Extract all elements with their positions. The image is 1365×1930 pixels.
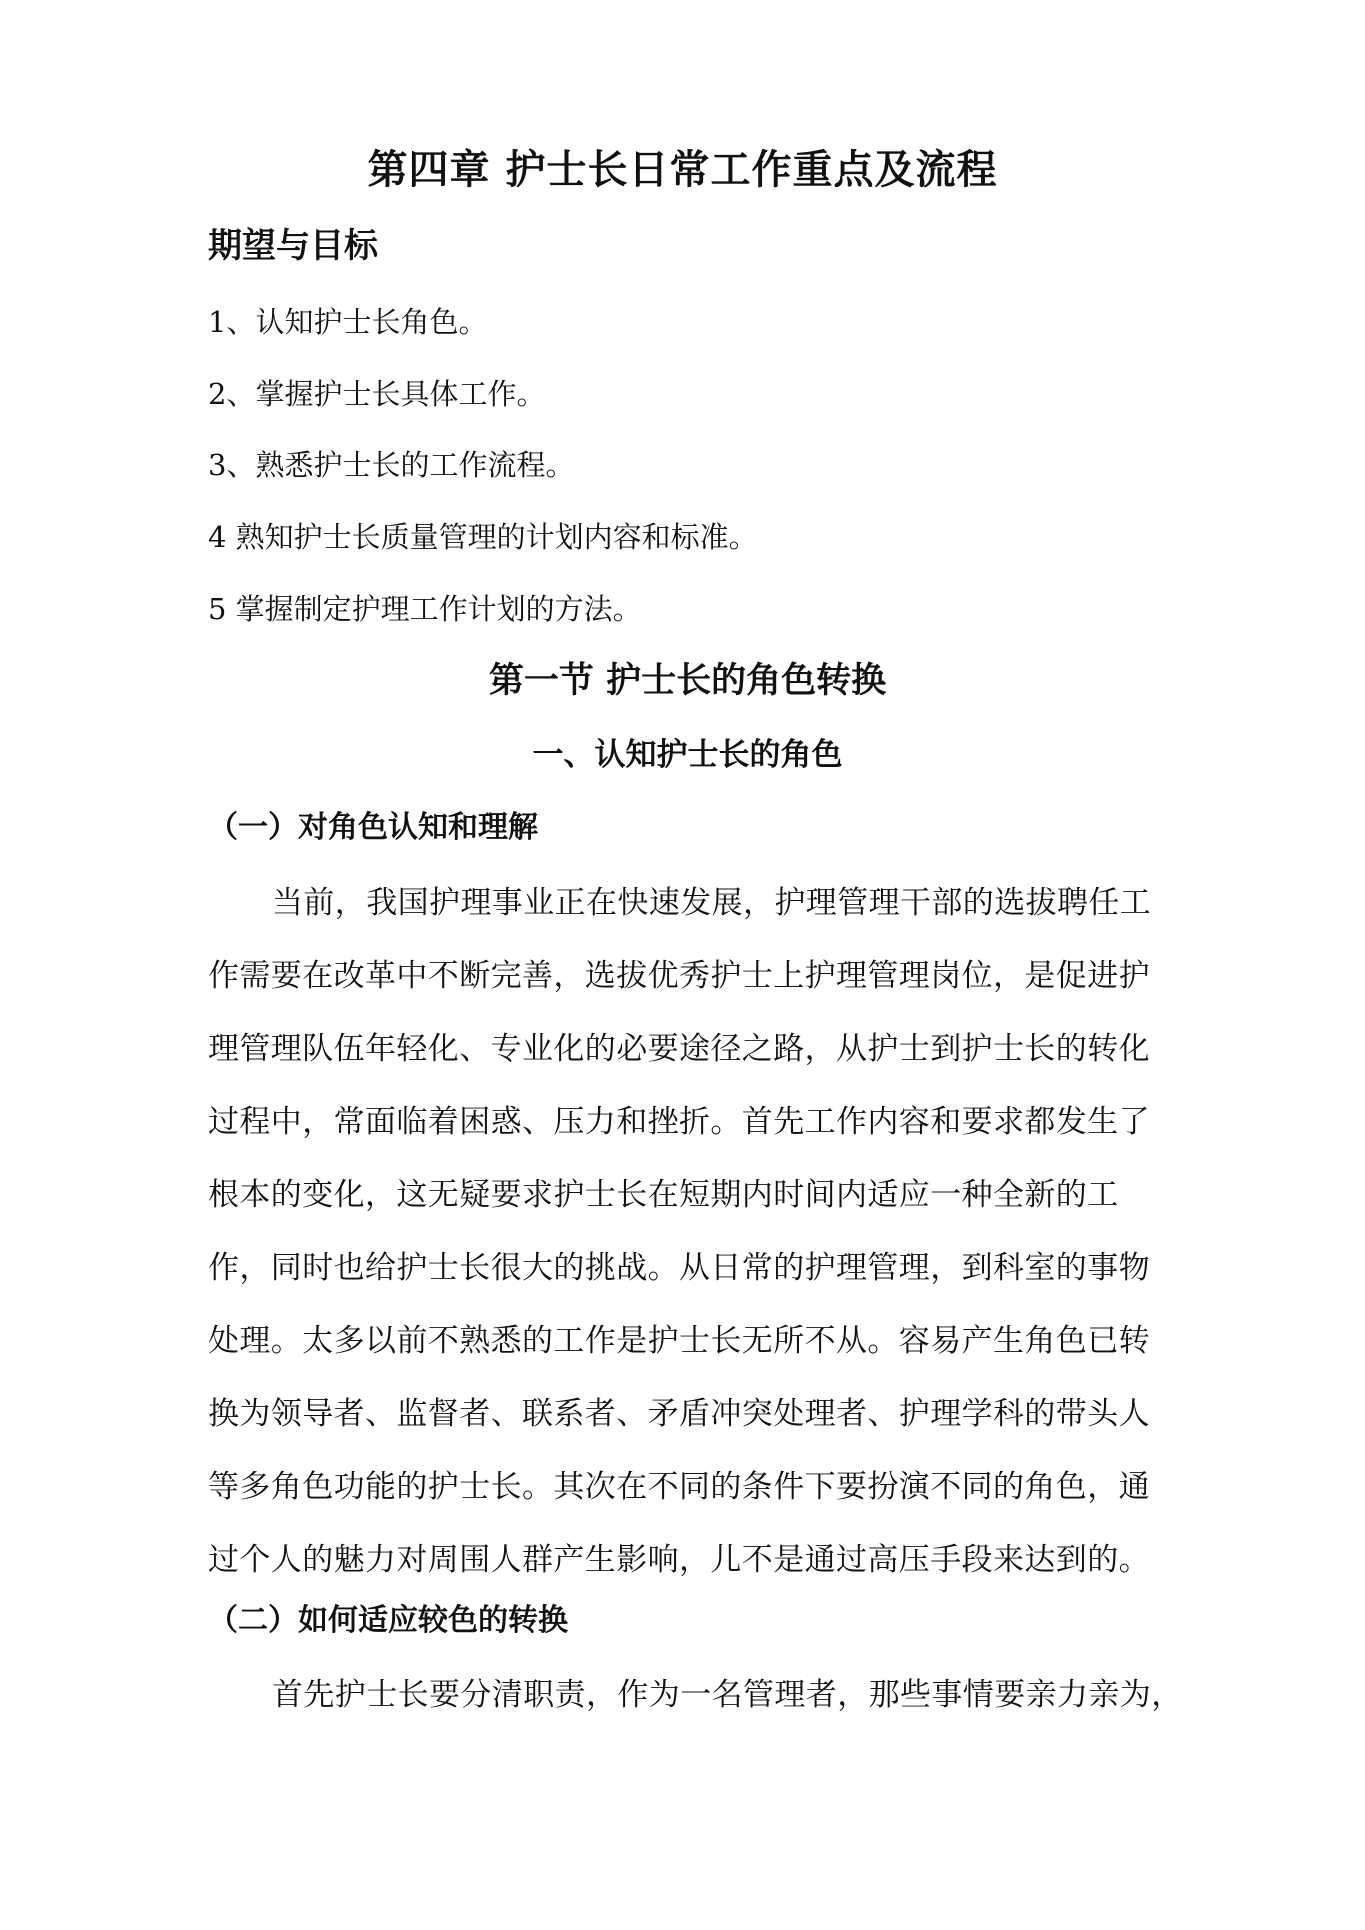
paragraph-line: 处理。太多以前不熟悉的工作是护士长无所不从。容易产生角色已转 [208, 1323, 1150, 1359]
paragraph-line: 首先护士长要分清职责，作为一名管理者，那些事情要亲力亲为， [272, 1677, 1183, 1713]
paragraph-line: 根本的变化，这无疑要求护士长在短期内时间内适应一种全新的工 [208, 1177, 1119, 1213]
goal-item-3: 3、熟悉护士长的工作流程。 [208, 448, 575, 482]
paragraph-line: 等多角色功能的护士长。其次在不同的条件下要扮演不同的角色，通 [208, 1469, 1150, 1505]
part1-heading: （一）对角色认知和理解 [208, 810, 538, 845]
subsection-title: 一、认知护士长的角色 [532, 737, 843, 773]
paragraph-line: 当前，我国护理事业正在快速发展，护理管理干部的选拔聘任工 [272, 885, 1152, 921]
goal-item-2: 2、掌握护士长具体工作。 [208, 377, 546, 411]
paragraph-line: 作需要在改革中不断完善，选拔优秀护士上护理管理岗位，是促进护 [208, 958, 1150, 994]
paragraph-line: 理管理队伍年轻化、专业化的必要途径之路，从护士到护士长的转化 [208, 1031, 1150, 1067]
goals-heading: 期望与目标 [208, 226, 378, 266]
goal-item-4: 4 熟知护士长质量管理的计划内容和标准。 [208, 520, 758, 554]
chapter-title: 第四章 护士长日常工作重点及流程 [367, 146, 998, 193]
goal-item-1: 1、认知护士长角色。 [208, 305, 488, 339]
goal-item-5: 5 掌握制定护理工作计划的方法。 [208, 592, 642, 626]
paragraph-line: 过个人的魅力对周围人群产生影响，儿不是通过高压手段来达到的。 [208, 1542, 1150, 1578]
part2-heading: （二）如何适应较色的转换 [208, 1603, 568, 1638]
paragraph-line: 作，同时也给护士长很大的挑战。从日常的护理管理，到科室的事物 [208, 1250, 1150, 1286]
section-title: 第一节 护士长的角色转换 [488, 660, 887, 701]
paragraph-line: 换为领导者、监督者、联系者、矛盾冲突处理者、护理学科的带头人 [208, 1396, 1150, 1432]
paragraph-line: 过程中，常面临着困惑、压力和挫折。首先工作内容和要求都发生了 [208, 1104, 1150, 1140]
